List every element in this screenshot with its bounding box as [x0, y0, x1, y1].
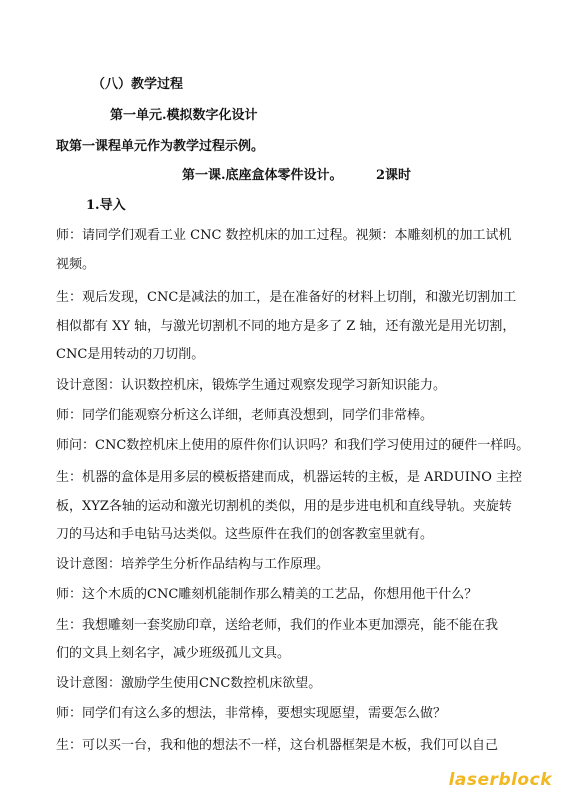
paragraph-line: 板，XYZ各轴的运动和激光切割机的类似，用的是步进电机和直线导轨。夹旋转	[56, 499, 512, 514]
paragraph-line: 们的文具上刻名字，减少班级孤儿文具。	[56, 646, 291, 661]
paragraph-line: 相似都有 XY 轴，与激光切割机不同的地方是多了 Z 轴，还有激光是用光切割，	[56, 319, 516, 334]
paragraph-line: 师：这个木质的CNC雕刻机能制作那么精美的工艺品，你想用他干什么？	[56, 587, 478, 602]
paragraph-line: 师：同学们有这么多的想法，非常棒，要想实现愿望，需要怎么做？	[56, 706, 447, 721]
paragraph-line: 师：同学们能观察分析这么详细，老师真没想到，同学们非常棒。	[56, 408, 434, 423]
paragraph-line: 刀的马达和手电钻马达类似。这些原件在我们的创客教室里就有。	[56, 527, 434, 542]
paragraph-line: 生：观后发现，CNC是减法的加工，是在准备好的材料上切削，和激光切割加工	[56, 290, 517, 305]
unit-heading: 第一单元.模拟数字化设计	[110, 108, 258, 123]
paragraph-line: 生：可以买一台，我和他的想法不一样，这台机器框架是木板，我们可以自己	[56, 738, 499, 753]
paragraph-line: 视频。	[56, 257, 96, 272]
lesson-title: 第一课.底座盒体零件设计。	[182, 168, 343, 183]
paragraph-line: 设计意图：培养学生分析作品结构与工作原理。	[56, 557, 330, 572]
sub-heading: 1.导入	[86, 198, 126, 213]
section-heading: （八）教学过程	[92, 77, 184, 92]
paragraph-line: CNC是用转动的刀切削。	[56, 347, 205, 362]
paragraph-line: 师：请同学们观看工业 CNC 数控机床的加工过程。视频：本雕刻机的加工试机	[56, 228, 512, 243]
lesson-hours: 2课时	[376, 168, 412, 183]
paragraph-line: 师问：CNC数控机床上使用的原件你们认识吗？和我们学习使用过的硬件一样吗。	[56, 438, 530, 453]
laserblock-watermark: laserblock	[448, 770, 552, 790]
paragraph-line: 生：我想雕刻一套奖励印章，送给老师，我们的作业本更加漂亮，能不能在我	[56, 618, 499, 633]
paragraph-line: 设计意图：认识数控机床，锻炼学生通过观察发现学习新知识能力。	[56, 378, 447, 393]
paragraph-line: 设计意图：激励学生使用CNC数控机床欲望。	[56, 676, 322, 691]
paragraph-line: 生：机器的盒体是用多层的模板搭建而成，机器运转的主板，是 ARDUINO 主控	[56, 470, 522, 485]
intro-line: 取第一课程单元作为教学过程示例。	[56, 139, 265, 154]
